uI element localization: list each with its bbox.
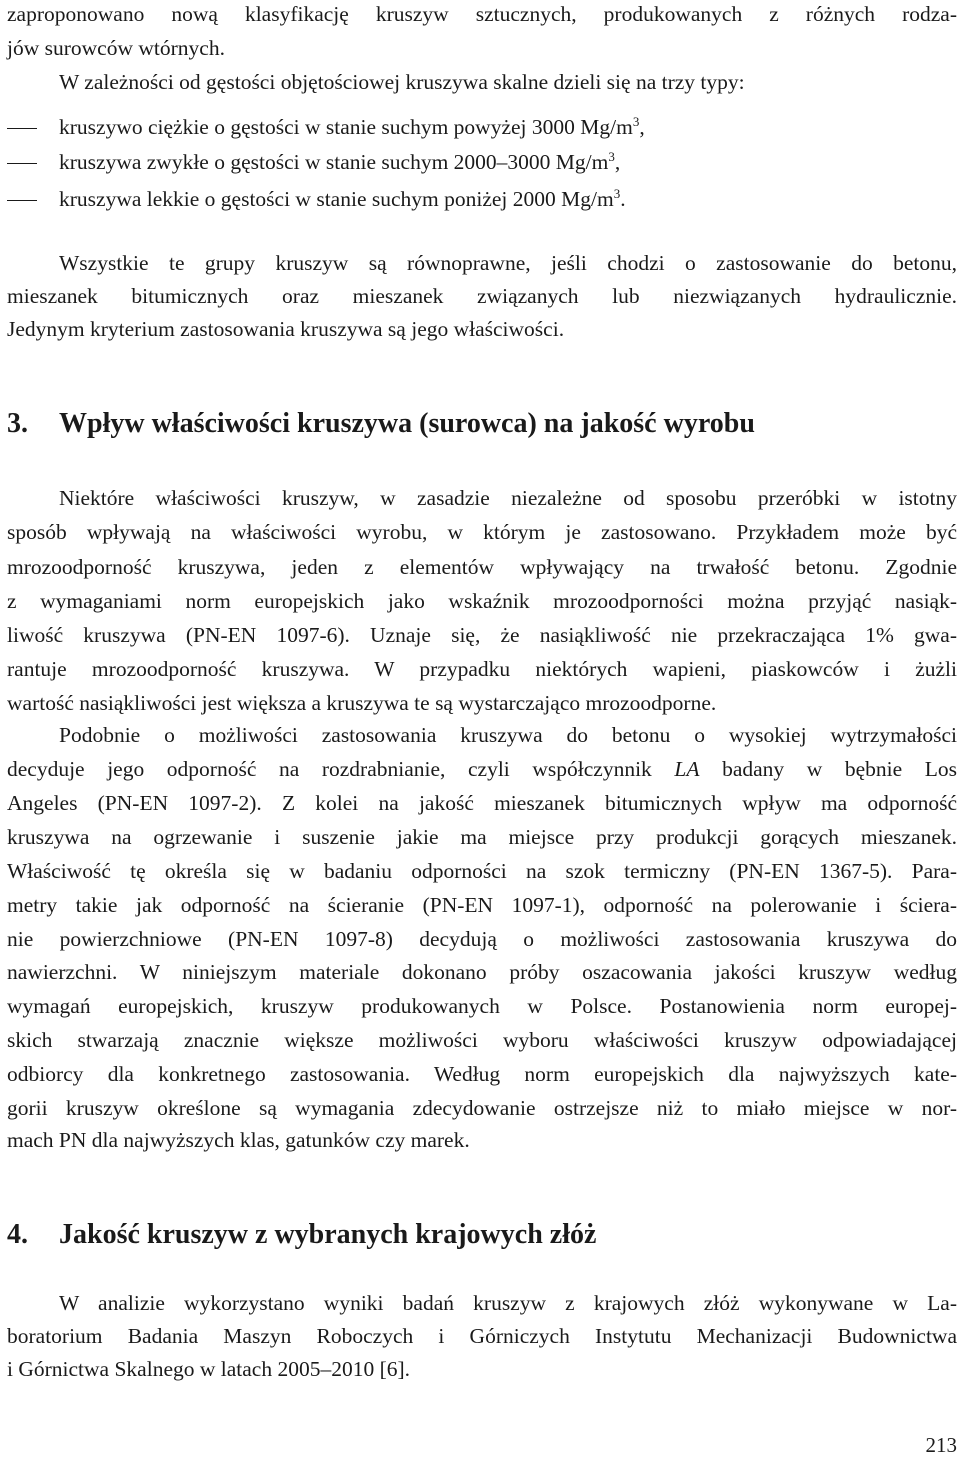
- section-heading: [7, 407, 755, 441]
- text-line: kruszywa na ogrzewanie i suszenie jakie ma miejsce przy produkcji gorących mieszanek.: [7, 825, 957, 849]
- text-line: zaproponowano nową klasyfikację kruszyw sztucznych, produkowanych z różnych rodza-: [7, 2, 957, 26]
- text-line: Niektóre właściwości kruszyw, w zasadzie niezależne od sposobu przeróbki w istotny: [59, 486, 957, 510]
- section-heading: [7, 1218, 596, 1252]
- text-line: i Górnictwa Skalnego w latach 2005–2010 [6].: [7, 1357, 411, 1381]
- text-line: Jedynym kryterium zastosowania kruszywa są jego właściwości.: [7, 317, 565, 341]
- text-line: boratorium Badania Maszyn Roboczych i Górniczych Instytutu Mechanizacji Budownictwa: [7, 1324, 957, 1348]
- text-line: decyduje jego odporność na rozdrabnianie, czyli współczynnik LA badany w bębnie Los: [7, 757, 958, 781]
- text-line: mach PN dla najwyższych klas, gatunków czy marek.: [7, 1128, 470, 1152]
- text-line: Wszystkie te grupy kruszyw są równoprawne, jeśli chodzi o zastosowanie do betonu,: [59, 251, 957, 275]
- section-number: 4.: [7, 1219, 28, 1250]
- text-line: skich stwarzają znacznie większe możliwości wyboru właściwości kruszyw odpowiadającej: [7, 1028, 957, 1052]
- text-line: Angeles (PN-EN 1097-2). Z kolei na jakość mieszanek bitumicznych wpływ ma odporność: [7, 791, 957, 815]
- text-line: mieszanek bitumicznych oraz mieszanek związanych lub niezwiązanych hydraulicznie.: [7, 284, 957, 308]
- list-item: kruszywa zwykłe o gęstości w stanie suchym 2000–3000 $Mg/m^3$,: [59, 149, 621, 174]
- list-item: kruszywa lekkie o gęstości w stanie suchym poniżej 2000 $Mg/m^3$.: [59, 186, 626, 211]
- page-number: 213: [925, 1433, 957, 1457]
- list-dash: [7, 163, 37, 164]
- text-line: mrozoodporność kruszywa, jeden z elementów wpływający na trwałość betonu. Zgodnie: [7, 555, 957, 579]
- list-dash: [7, 200, 37, 201]
- list-dash: [7, 128, 37, 129]
- text-line: z wymaganiami norm europejskich jako wskaźnik mrozoodporności można przyjąć nasiąk-: [7, 589, 957, 613]
- text-line: jów surowców wtórnych.: [7, 36, 225, 60]
- text-line: nie powierzchniowe (PN-EN 1097-8) decydują o możliwości zastosowania kruszywa do: [7, 927, 957, 951]
- types-intro: W zależności od gęstości objętościowej kruszywa skalne dzieli się na trzy typy:: [59, 70, 745, 94]
- text-line: Podobnie o możliwości zastosowania kruszywa do betonu o wysokiej wytrzymałości: [59, 723, 957, 747]
- section-title: Wpływ właściwości kruszywa (surowca) na jakość wyrobu: [59, 408, 755, 439]
- text-line: rantuje mrozoodporność kruszywa. W przypadku niektórych wapieni, piaskowców i żużli: [7, 657, 957, 681]
- text-line: gorii kruszyw określone są wymagania zdecydowanie ostrzejsze niż to miało miejsce w nor-: [7, 1096, 957, 1120]
- text-line: wartość nasiąkliwości jest większa a kruszywa te są wystarczająco mrozoodporne.: [7, 691, 717, 715]
- text-line: sposób wpływają na właściwości wyrobu, w którym je zastosowano. Przykładem może być: [7, 520, 957, 544]
- la-symbol: LA: [674, 757, 700, 781]
- section-number: 3.: [7, 408, 28, 439]
- text-line: nawierzchni. W niniejszym materiale dokonano próby oszacowania jakości kruszyw według: [7, 960, 957, 984]
- text-line: liwość kruszywa (PN-EN 1097-6). Uznaje się, że nasiąkliwość nie przekraczająca 1% gwa-: [7, 623, 957, 647]
- text-line: wymagań europejskich, kruszyw produkowanych w Polsce. Postanowienia norm europej-: [7, 994, 957, 1018]
- text-line: Właściwość tę określa się w badaniu odporności na szok termiczny (PN-EN 1367-5). Para-: [7, 859, 957, 883]
- list-item: kruszywo ciężkie o gęstości w stanie suchym powyżej 3000 $Mg/m^3$,: [59, 114, 645, 139]
- text-line: W analizie wykorzystano wyniki badań kruszyw z krajowych złóż wykonywane w La-: [59, 1291, 957, 1315]
- section-title: Jakość kruszyw z wybranych krajowych złóż: [59, 1219, 597, 1250]
- text-line: odbiorcy dla konkretnego zastosowania. Według norm europejskich dla najwyższych kate-: [7, 1062, 957, 1086]
- text-line: metry takie jak odporność na ścieranie (PN-EN 1097-1), odporność na polerowanie i ściera-: [7, 893, 957, 917]
